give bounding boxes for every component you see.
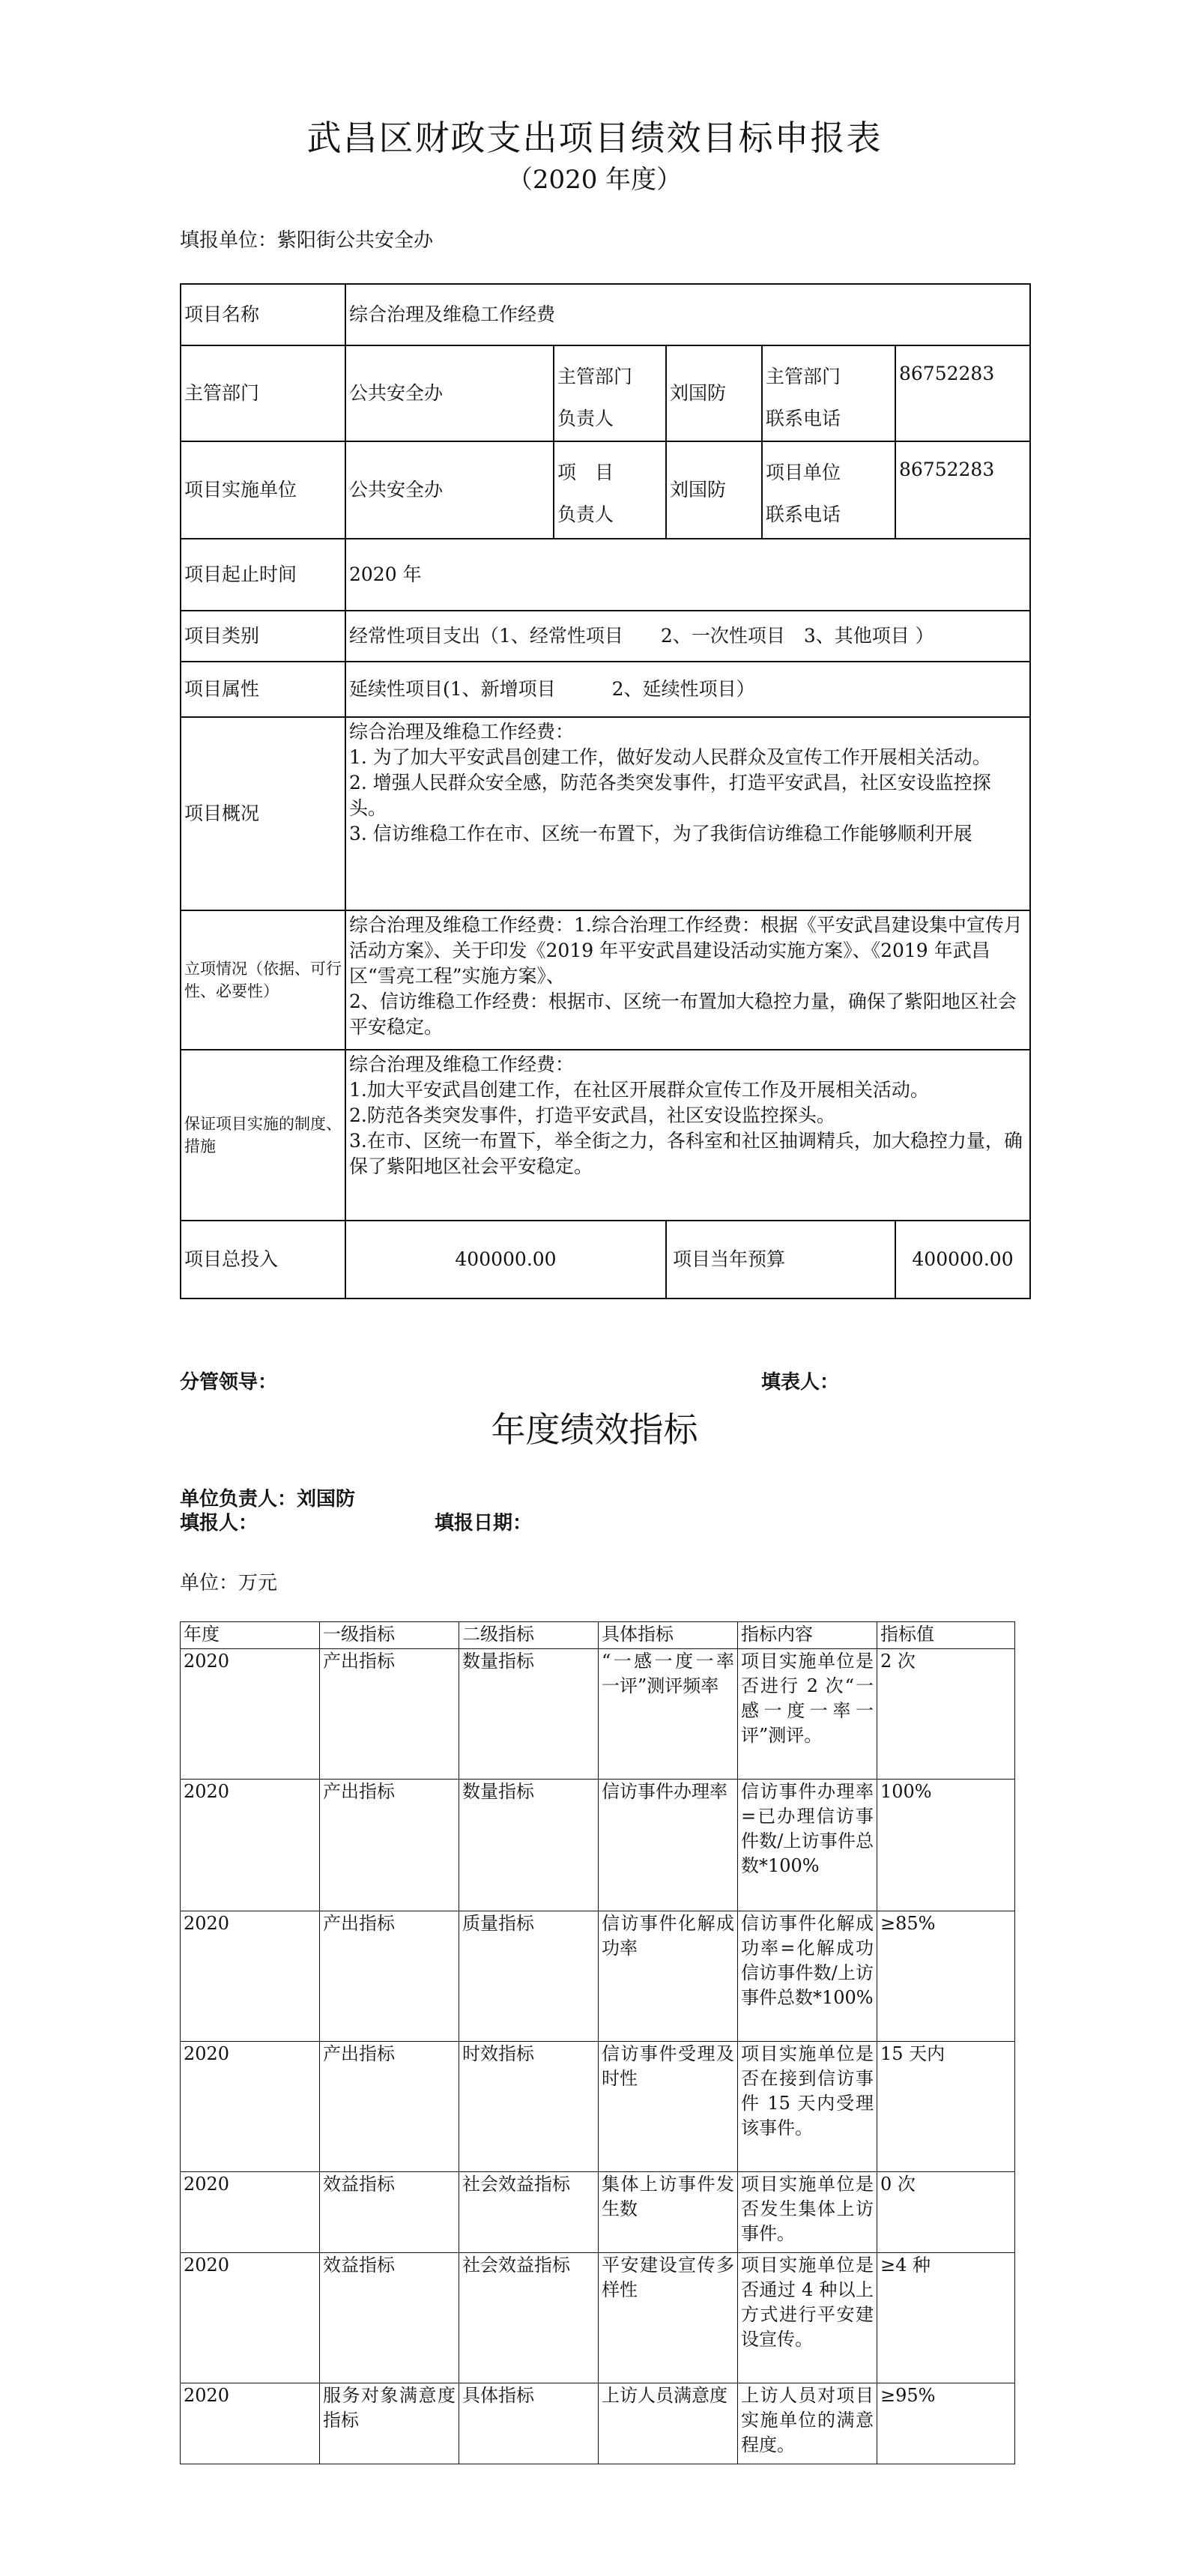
- row-category: [181, 611, 1030, 662]
- row-dept: [181, 345, 1030, 441]
- table-row: [181, 2172, 1015, 2253]
- column-header: 年度: [181, 1622, 320, 1649]
- cell-specific: 平安建设宣传多样性: [599, 2253, 738, 2383]
- value-attribute: 延续性项目(1、新增项目 2、延续性项目）: [345, 662, 1030, 717]
- label-dept: 主管部门: [181, 345, 345, 441]
- cell-content: 上访人员对项目实施单位的满意程度。: [738, 2383, 877, 2464]
- value-measures: [345, 1050, 1030, 1221]
- cell-specific: 集体上访事件发生数: [599, 2172, 738, 2253]
- label-impl-phone-line2: 联系电话: [766, 504, 841, 525]
- value-period: 2020 年: [345, 539, 1030, 611]
- label-dept-head-line1: 主管部门: [557, 366, 633, 387]
- value-basis: [345, 910, 1030, 1050]
- label-budget: 项目当年预算: [666, 1221, 895, 1298]
- cell-specific: “一感一度一率一评”测评频率: [599, 1649, 738, 1780]
- unit-responsible: 单位负责人：刘国防: [180, 1488, 356, 1511]
- cell-level2: 时效指标: [459, 2042, 599, 2172]
- cell-content: 信访事件办理率=已办理信访事件数/上访事件总数*100%: [738, 1780, 877, 1911]
- cell-level2: 社会效益指标: [459, 2172, 599, 2253]
- row-project-name: [181, 284, 1030, 345]
- overview-line: 2. 增强人民群众安全感，防范各类突发事件，打造平安武昌，社区安设监控探头。: [349, 772, 991, 819]
- row-overview: [181, 717, 1030, 910]
- cell-level1: 效益指标: [320, 2253, 459, 2383]
- cell-specific: 信访事件受理及时性: [599, 2042, 738, 2172]
- basis-line: 综合治理及维稳工作经费：1.综合治理工作经费：根据《平安武昌建设集中宣传月活动方案》、关于印发《2019 年平安武昌建设活动实施方案》、《2019 年武昌区“雪亮工程”实施方案》、: [349, 914, 1023, 987]
- column-header: 一级指标: [320, 1622, 459, 1649]
- cell-content: 项目实施单位是否进行 2 次“一感一度一率一评”测评。: [738, 1649, 877, 1780]
- table-row: [181, 2253, 1015, 2383]
- filler-signature-label: 填表人：: [761, 1371, 840, 1394]
- label-impl-phone-line1: 项目单位: [766, 462, 841, 483]
- row-basis: [181, 910, 1030, 1050]
- table-row: [181, 1911, 1015, 2042]
- cell-content: 项目实施单位是否发生集体上访事件。: [738, 2172, 877, 2253]
- cell-level1: 效益指标: [320, 2172, 459, 2253]
- value-budget: 400000.00: [895, 1221, 1030, 1298]
- label-impl-head-line1: 项 目: [557, 462, 614, 483]
- indicators-title: 年度绩效指标: [491, 1409, 698, 1450]
- cell-level1: 服务对象满意度指标: [320, 2383, 459, 2464]
- table-row: [181, 1649, 1015, 1780]
- cell-specific: 信访事件化解成功率: [599, 1911, 738, 2042]
- value-total: 400000.00: [345, 1221, 666, 1298]
- label-measures: 保证项目实施的制度、措施: [181, 1050, 345, 1221]
- cell-year: 2020: [181, 2172, 320, 2253]
- row-total: [181, 1221, 1030, 1298]
- cell-value: 100%: [877, 1780, 1015, 1911]
- label-dept-phone-line2: 联系电话: [766, 408, 841, 429]
- cell-content: 项目实施单位是否通过 4 种以上方式进行平安建设宣传。: [738, 2253, 877, 2383]
- label-project-name: 项目名称: [181, 284, 345, 345]
- cell-level2: 社会效益指标: [459, 2253, 599, 2383]
- cell-level1: 产出指标: [320, 1911, 459, 2042]
- label-attribute: 项目属性: [181, 662, 345, 717]
- overview-line: 3. 信访维稳工作在市、区统一布置下，为了我街信访维稳工作能够顺利开展: [349, 823, 972, 844]
- value-impl-phone: 86752283: [895, 441, 1030, 539]
- row-attribute: [181, 662, 1030, 717]
- overview-line: 综合治理及维稳工作经费：: [349, 721, 575, 743]
- value-impl: 公共安全办: [345, 441, 554, 539]
- cell-level2: 具体指标: [459, 2383, 599, 2464]
- table-row: [181, 2383, 1015, 2464]
- cell-specific: 信访事件办理率: [599, 1780, 738, 1911]
- table-row: [181, 2042, 1015, 2172]
- reporting-unit: 填报单位：紫阳街公共安全办: [180, 229, 434, 252]
- project-info-table: [180, 283, 1031, 1299]
- label-dept-head-line2: 负责人: [557, 408, 614, 429]
- value-dept-phone: 86752283: [895, 345, 1030, 441]
- row-period: [181, 539, 1030, 611]
- cell-content: 信访事件化解成功率=化解成功信访事件数/上访事件总数*100%: [738, 1911, 877, 2042]
- leader-signature-label: 分管领导：: [180, 1371, 278, 1394]
- cell-year: 2020: [181, 1911, 320, 2042]
- value-category: 经常性项目支出（1、经常性项目 2、一次性项目 3、其他项目 ）: [345, 611, 1030, 662]
- cell-specific: 上访人员满意度: [599, 2383, 738, 2464]
- form-title: 武昌区财政支出项目绩效目标申报表: [306, 118, 883, 158]
- measures-line: 2.防范各类突发事件，打造平安武昌，社区安设监控探头。: [349, 1104, 835, 1126]
- label-impl-phone: [762, 441, 895, 539]
- column-header: 指标值: [877, 1622, 1015, 1649]
- cell-level1: 产出指标: [320, 1649, 459, 1780]
- cell-year: 2020: [181, 2042, 320, 2172]
- cell-level1: 产出指标: [320, 2042, 459, 2172]
- cell-content: 项目实施单位是否在接到信访事件 15 天内受理该事件。: [738, 2042, 877, 2172]
- value-impl-head: 刘国防: [666, 441, 762, 539]
- cell-year: 2020: [181, 2383, 320, 2464]
- cell-value: ≥4 种: [877, 2253, 1015, 2383]
- column-header: 具体指标: [599, 1622, 738, 1649]
- label-dept-phone: [762, 345, 895, 441]
- table-row: [181, 1780, 1015, 1911]
- value-dept-head: 刘国防: [666, 345, 762, 441]
- label-dept-phone-line1: 主管部门: [766, 366, 841, 387]
- measures-line: 3.在市、区统一布置下，举全街之力，各科室和社区抽调精兵，加大稳控力量，确保了紫阳地区社会平安稳定。: [349, 1130, 1023, 1177]
- cell-value: 0 次: [877, 2172, 1015, 2253]
- cell-level2: 数量指标: [459, 1649, 599, 1780]
- cell-year: 2020: [181, 1649, 320, 1780]
- label-impl-head: [554, 441, 666, 539]
- overview-line: 1. 为了加大平安武昌创建工作，做好发动人民群众及宣传工作开展相关活动。: [349, 746, 991, 768]
- value-dept: 公共安全办: [345, 345, 554, 441]
- row-impl: [181, 441, 1030, 539]
- indicators-table: [180, 1621, 1015, 2464]
- cell-level1: 产出指标: [320, 1780, 459, 1911]
- value-project-name: 综合治理及维稳工作经费: [345, 284, 1030, 345]
- label-impl: 项目实施单位: [181, 441, 345, 539]
- cell-value: 15 天内: [877, 2042, 1015, 2172]
- form-year: （2020 年度）: [506, 165, 683, 195]
- label-basis: 立项情况（依据、可行性、必要性）: [181, 910, 345, 1050]
- indicator-filler: 填报人：: [180, 1512, 258, 1535]
- label-overview: 项目概况: [181, 717, 345, 910]
- cell-value: ≥95%: [877, 2383, 1015, 2464]
- column-header: 指标内容: [738, 1622, 877, 1649]
- measures-line: 综合治理及维稳工作经费：: [349, 1053, 575, 1075]
- label-dept-head: [554, 345, 666, 441]
- indicator-unit: 单位：万元: [180, 1572, 278, 1594]
- cell-value: ≥85%: [877, 1911, 1015, 2042]
- column-header: 二级指标: [459, 1622, 599, 1649]
- value-overview: [345, 717, 1030, 910]
- basis-line: 2、信访维稳工作经费：根据市、区统一布置加大稳控力量，确保了紫阳地区社会平安稳定。: [349, 991, 1017, 1038]
- cell-year: 2020: [181, 2253, 320, 2383]
- cell-value: 2 次: [877, 1649, 1015, 1780]
- label-total: 项目总投入: [181, 1221, 345, 1298]
- row-measures: [181, 1050, 1030, 1221]
- indicators-header-row: [181, 1622, 1015, 1649]
- cell-level2: 质量指标: [459, 1911, 599, 2042]
- label-category: 项目类别: [181, 611, 345, 662]
- measures-line: 1.加大平安武昌创建工作，在社区开展群众宣传工作及开展相关活动。: [349, 1079, 929, 1101]
- fill-date: 填报日期：: [435, 1512, 533, 1535]
- label-period: 项目起止时间: [181, 539, 345, 611]
- cell-year: 2020: [181, 1780, 320, 1911]
- label-impl-head-line2: 负责人: [557, 504, 614, 525]
- cell-level2: 数量指标: [459, 1780, 599, 1911]
